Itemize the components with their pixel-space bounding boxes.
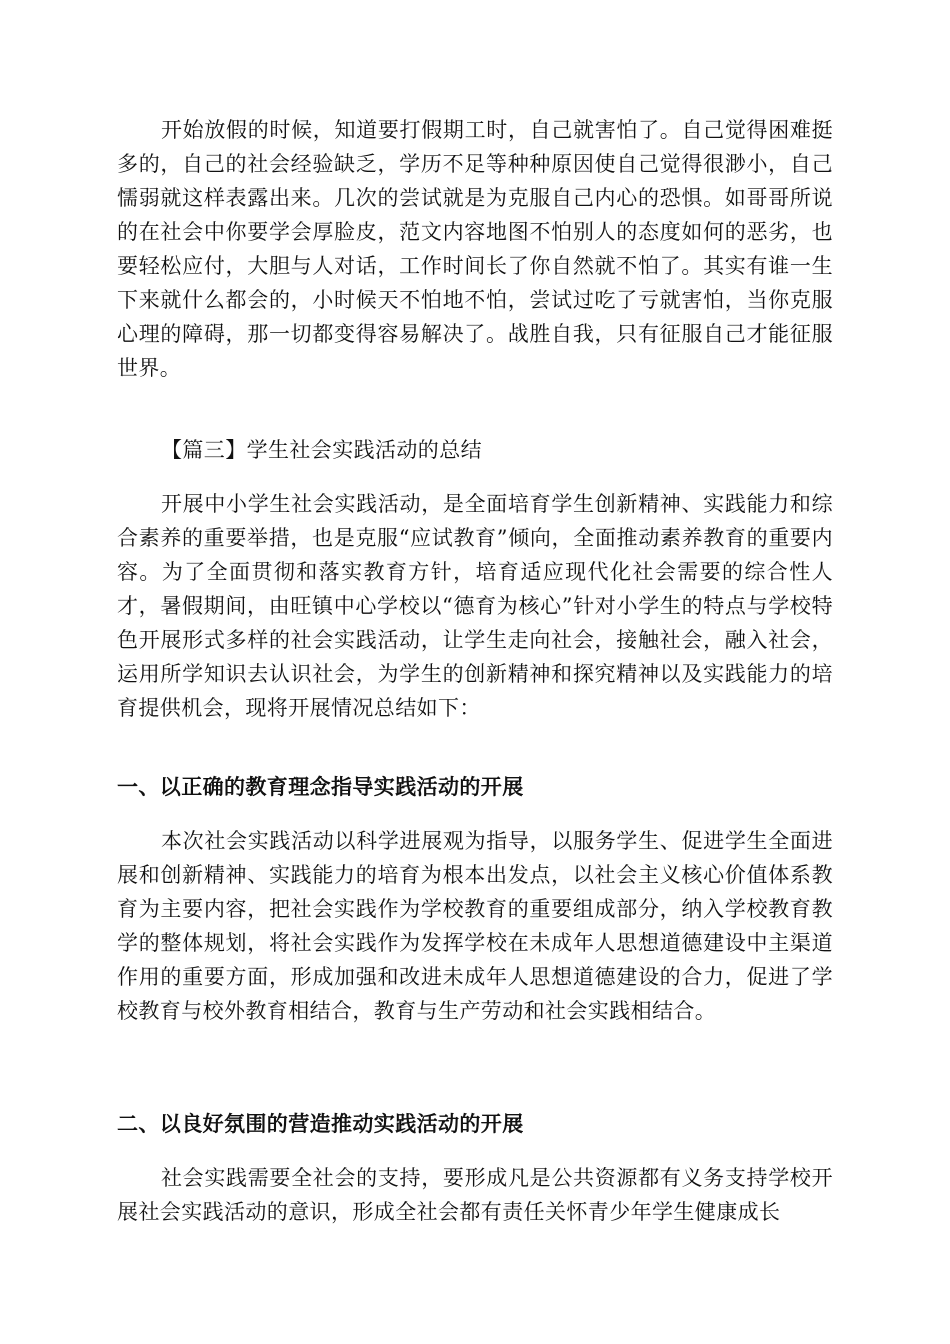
paragraph-1: 开始放假的时候，知道要打假期工时，自己就害怕了。自己觉得困难挺多的，自己的社会经验缺乏，学历不足等种种原因使自己觉得很渺小，自己懦弱就这样表露出来。几次的尝试就是为克服自己内心的恐惧。如哥哥所说的在社会中你要学会厚脸皮，范文内容地图不怕别人的态度如何的恶劣，也要轻松应付，大胆与人对话，工作时间长了你自然就不怕了。其实有谁一生下来就什么都会的，小时候天不怕地不怕，尝试过吃了亏就害怕，当你克服心理的障碍，那一切都变得容易解决了。战胜自我，只有征服自己才能征服世界。 (117, 118, 833, 380)
paragraph-3: 本次社会实践活动以科学进展观为指导，以服务学生、促进学生全面进展和创新精神、实践能力的培育为根本出发点，以社会主义核心价值体系教育为主要内容，把社会实践作为学校教育的重要组成部分，纳入学校教育教学的整体规划，将社会实践作为发挥学校在未成年人思想道德建设中主渠道作用的重要方面，形成加强和改进未成年人思想道德建设的合力，促进了学校教育与校外教育相结合，教育与生产劳动和社会实践相结合。 (117, 829, 833, 1023)
section-title: 【篇三】学生社会实践活动的总结 (161, 438, 482, 462)
heading-1: 一、以正确的教育理念指导实践活动的开展 (117, 775, 524, 799)
paragraph-4: 社会实践需要全社会的支持，要形成凡是公共资源都有义务支持学校开展社会实践活动的意识，形成全社会都有责任关怀青少年学生健康成长 (117, 1166, 833, 1224)
paragraph-2: 开展中小学生社会实践活动，是全面培育学生创新精神、实践能力和综合素养的重要举措，也是克服“应试教育”倾向，全面推动素养教育的重要内容。为了全面贯彻和落实教育方针，培育适应现代化社会需要的综合性人才，暑假期间，由旺镇中心学校以“德育为核心”针对小学生的特点与学校特色开展形式多样的社会实践活动，让学生走向社会，接触社会，融入社会，运用所学知识去认识社会，为学生的创新精神和探究精神以及实践能力的培育提供机会，现将开展情况总结如下： (117, 492, 833, 720)
heading-2: 二、以良好氛围的营造推动实践活动的开展 (117, 1112, 524, 1136)
